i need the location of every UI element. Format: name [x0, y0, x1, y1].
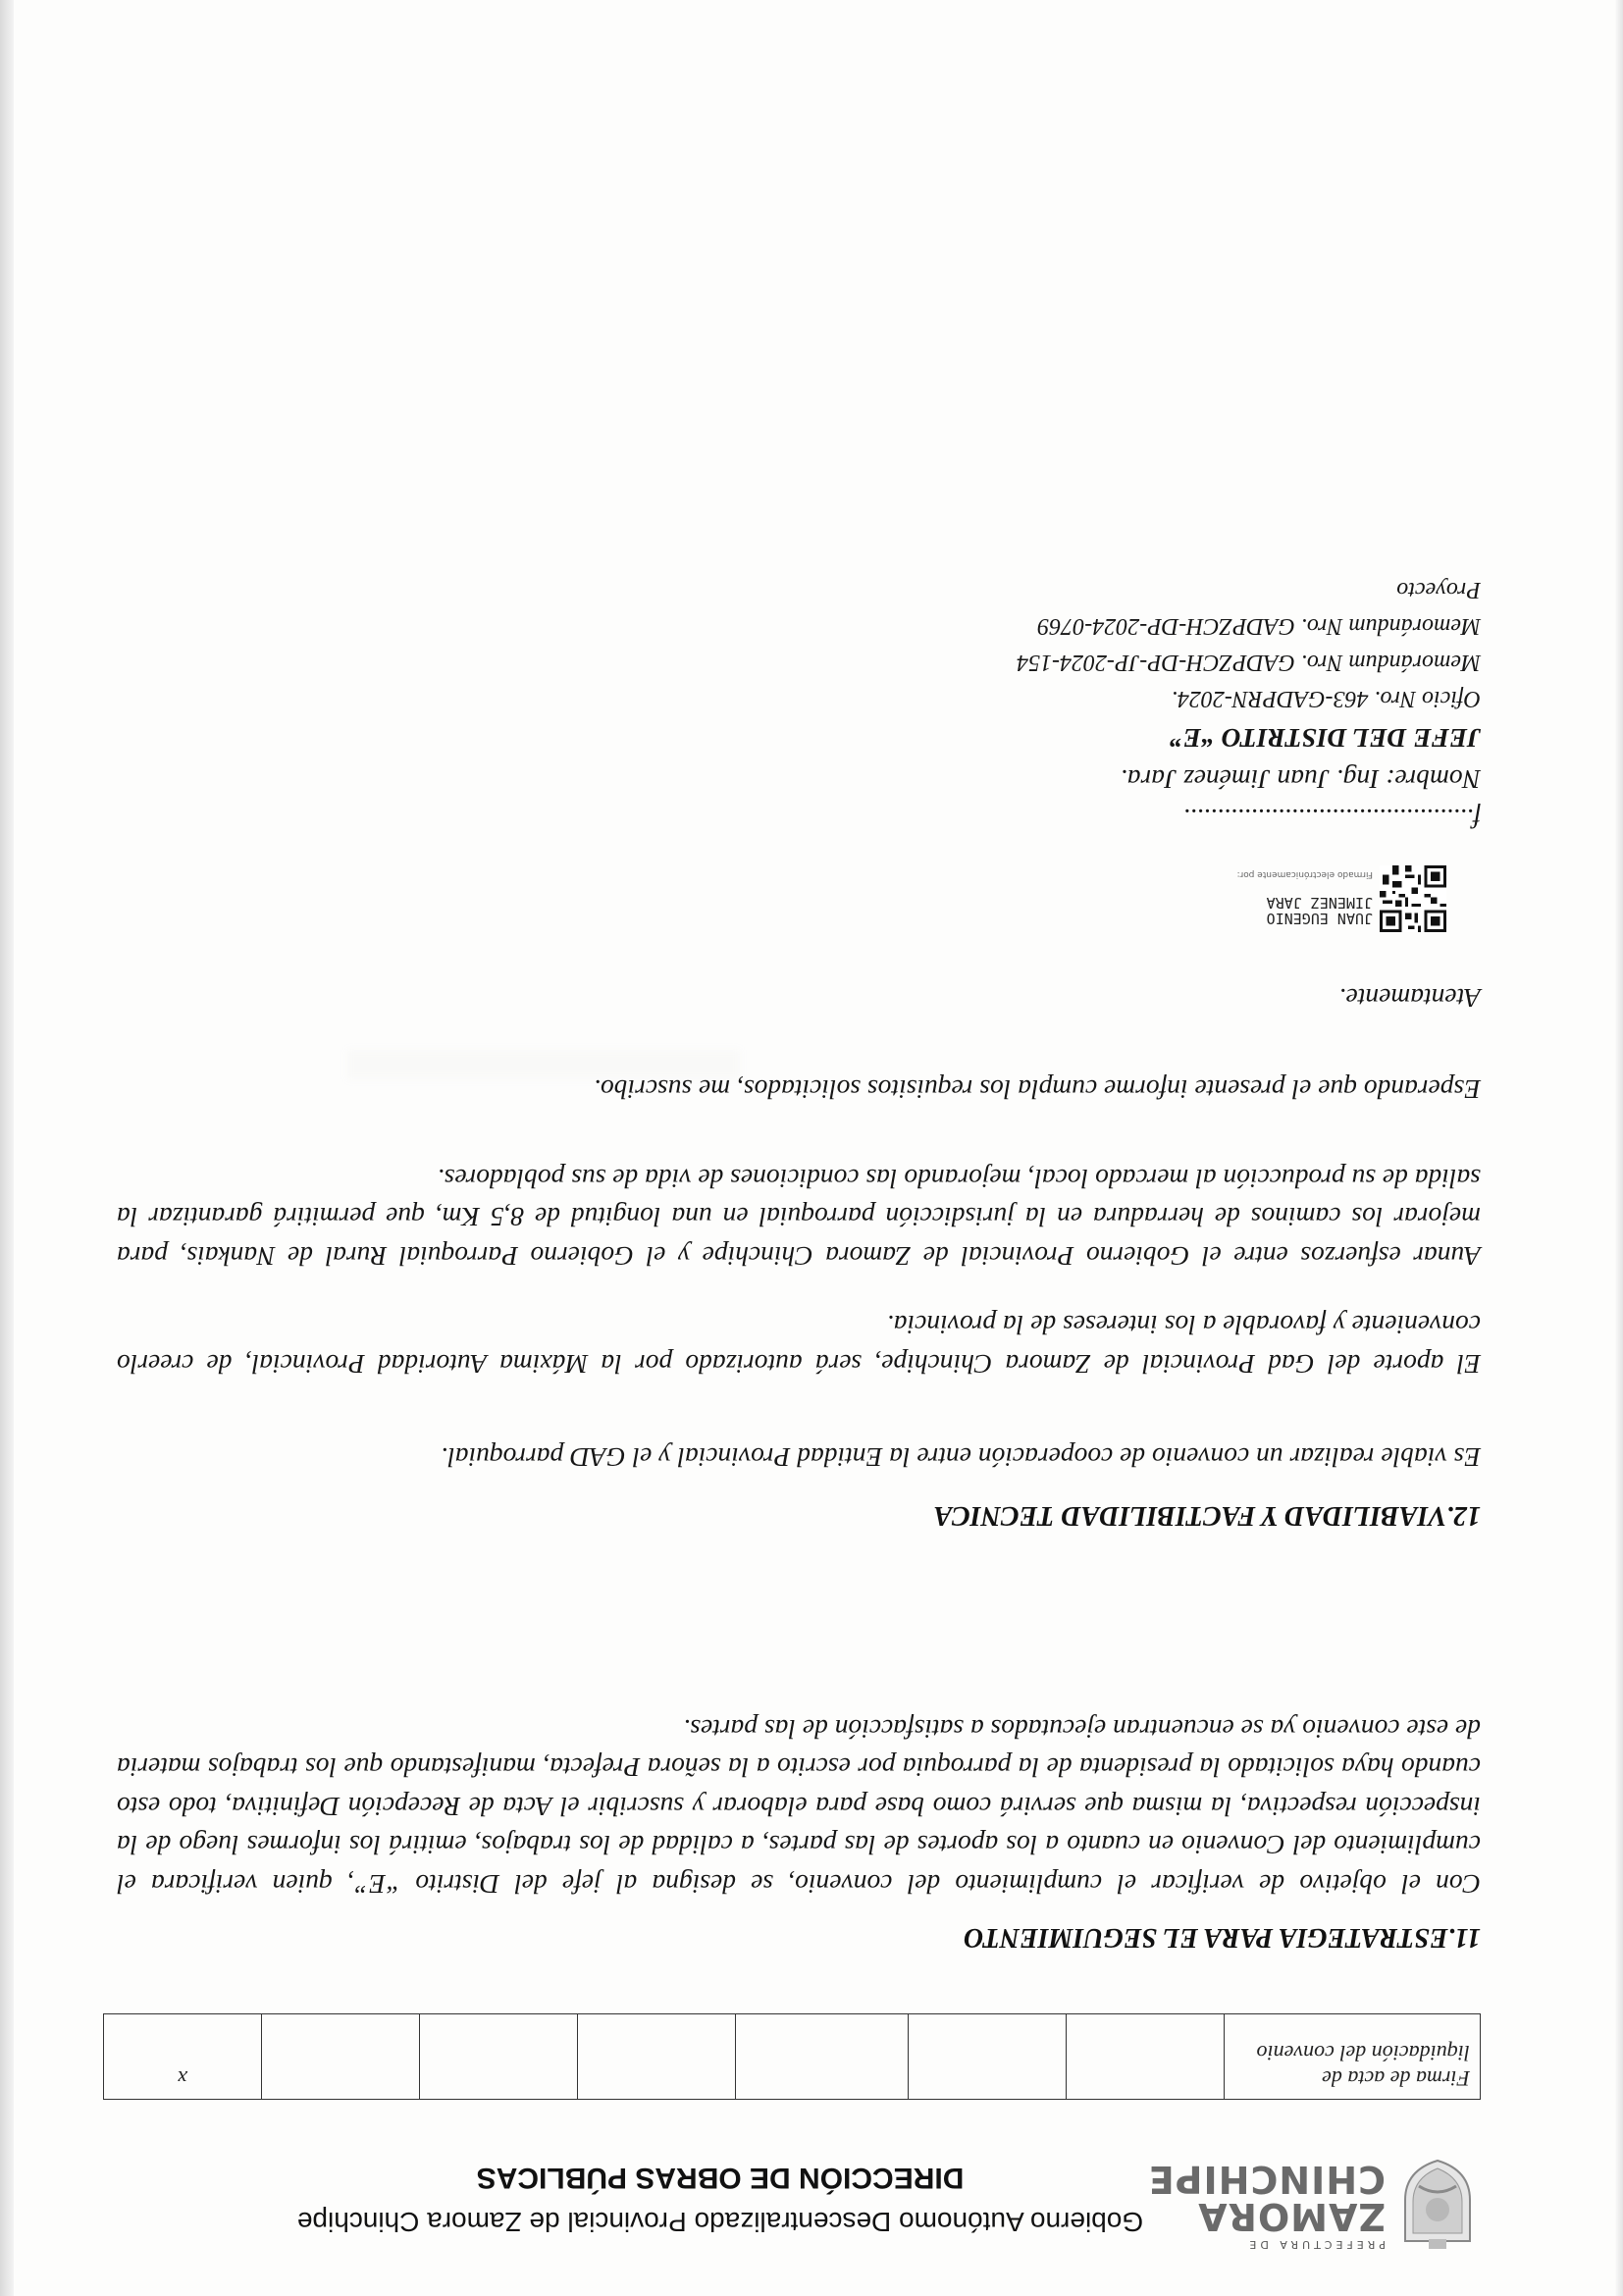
section-12-paragraph-3: Aunar esfuerzos entre el Gobierno Provincial de Zamora Chinchipe y el Gobierno Parroquial Rural de Nankais, para mejorar los caminos de herradura en la jurisdicción parroquial en una longitud de 8,5 Km, que permitirá garantizar la salida de su producción al mercado local, mejorando las condiciones de vida de sus pobladores.	[117, 1164, 1481, 1272]
logo-name-line1: ZAMORA	[1197, 2195, 1386, 2238]
reference-4: Proyecto	[1396, 577, 1481, 602]
signature-table	[103, 2013, 1481, 2100]
prefectura-logo	[1147, 2151, 1476, 2259]
reference-1: Oficio Nro. 463-GADPRN-2024.	[1171, 686, 1481, 711]
signature-caption: Firmado electrónicamente por:	[1236, 869, 1373, 879]
organization-name: Gobierno Autónomo Descentralizado Provincial de Zamora Chinchipe	[296, 2207, 1144, 2237]
scan-edge-right	[0, 0, 14, 2296]
electronic-signer	[1267, 895, 1373, 926]
crest-icon	[1399, 2157, 1476, 2251]
logo-prefix: PREFECTURA DE	[1245, 2238, 1386, 2251]
table-cell	[1067, 2014, 1225, 2100]
table-cell	[578, 2014, 736, 2100]
logo-name-line2: CHINCHIPE	[1147, 2158, 1386, 2201]
section-12-title: 12.VIABILIDAD Y FACTIBILIDAD TECNICA	[933, 1500, 1481, 1531]
table-cell-mark: x	[104, 2014, 262, 2100]
reference-3: Memorándum Nro. GADPZCH-DP-2024-0769	[1037, 613, 1481, 639]
section-12-paragraph-4: Esperando que el presente informe cumpla los requisitos solicitados, me suscribo.	[594, 1074, 1481, 1105]
section-11-paragraph: Con el objetivo de verificar el cumplimiento del convenio, se designa al jefe del Distrito “E”, quien verificara el cumplimiento del Convenio en cuanto a los aportes de las partes, a calidad de los trabajos, emitirá los informes luego de la inspección respectiva, la misma que servirá como base para elaborar y suscribir el Acta de Recepción Definitiva, todo esto cuando haya solicitado la presidenta de la parroquia por escrito a la señora Prefecta, manifestando que los trabajos materia de este convenio ya se encuentran ejecutados a satisfacción de las partes.	[117, 1714, 1481, 1900]
table-cell	[909, 2014, 1067, 2100]
table-cell	[262, 2014, 420, 2100]
scan-edge-left	[1615, 0, 1623, 2296]
table-cell	[420, 2014, 578, 2100]
signer-name: Nombre: Ing. Juan Jiménez Jara.	[1120, 764, 1481, 795]
table-label-cell: Firma de acta de liquidación del convenio	[1225, 2014, 1481, 2100]
closing-salutation: Atentamente.	[1338, 983, 1481, 1014]
section-11-title: 11.ESTRATEGIA PARA EL SEGUIMIENTO	[964, 1922, 1481, 1953]
reference-2: Memorándum Nro. GADPZCH-DP-JP-2024-154	[1016, 650, 1481, 675]
electronic-signer-line1: JUAN EUGENIO	[1266, 910, 1373, 927]
document-header	[73, 2141, 1544, 2259]
section-12-paragraph-2: El aporte del Gad Provincial de Zamora Chinchipe, será autorizado por la Máxima Autoridad Provincial, de creerlo conveniente y favorable a los intereses de la provincia.	[117, 1310, 1481, 1380]
electronic-signer-line2: JIMENEZ JARA	[1266, 894, 1373, 912]
section-12-paragraph-1: Es viable realizar un convenio de cooperación entre la Entidad Provincial y el GAD parroquial.	[441, 1442, 1481, 1473]
scan-smudge	[347, 1050, 740, 1079]
qr-code-icon	[1380, 865, 1446, 932]
table-row	[104, 2014, 1481, 2100]
signer-role: JEFE DEL DISTRITO “E”	[1169, 723, 1481, 754]
signature-line: f...........................................	[1182, 804, 1481, 834]
table-cell	[736, 2014, 909, 2100]
department-name: DIRECCIÓN DE OBRAS PÚBLICAS	[476, 2162, 965, 2194]
